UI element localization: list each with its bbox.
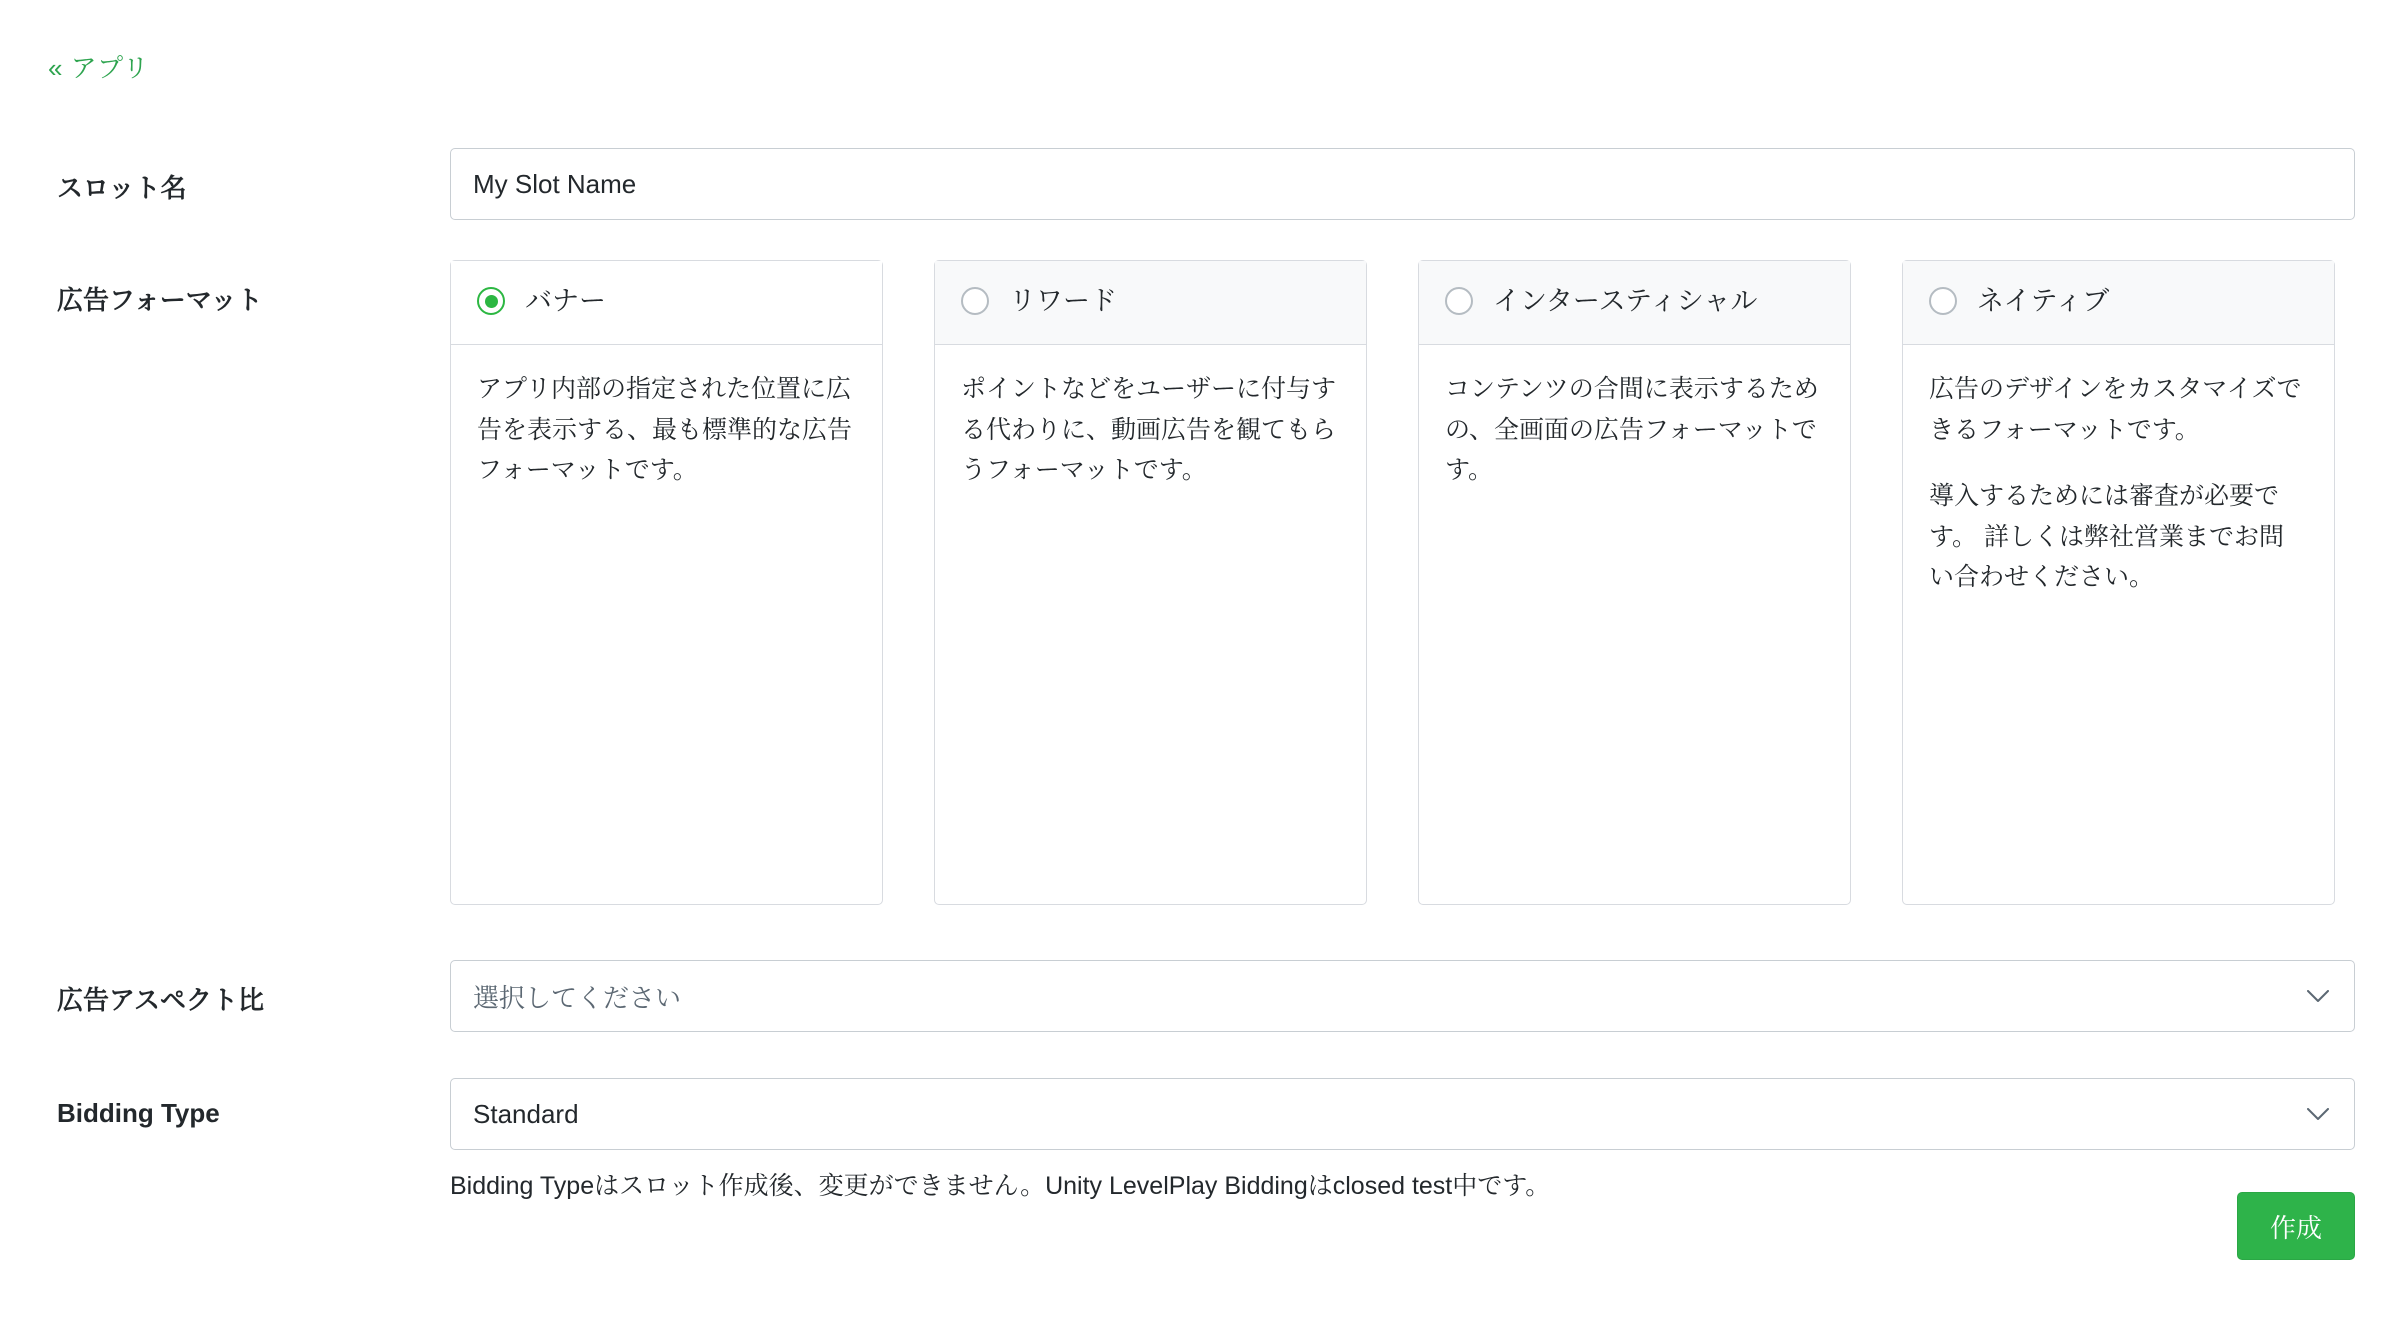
bidding-type-label: Bidding Type — [57, 1098, 220, 1128]
create-button[interactable]: 作成 — [2237, 1192, 2355, 1260]
bidding-type-select[interactable]: Standard — [450, 1078, 2355, 1150]
ad-format-option-interstitial-title: インタースティシャル — [1493, 286, 1758, 316]
ad-format-option-rewarded-title: リワード — [1009, 286, 1117, 316]
aspect-ratio-select[interactable]: 選択してください — [450, 960, 2355, 1032]
description-paragraph: 導入するためには審査が必要です。 詳しくは弊社営業までお問い合わせください。 — [1929, 482, 2284, 591]
ad-format-option-interstitial[interactable] — [1418, 260, 1851, 905]
aspect-ratio-label: 広告アスペクト比 — [57, 985, 264, 1015]
aspect-ratio-select-wrap[interactable] — [450, 960, 2355, 1032]
ad-format-row — [0, 260, 2406, 960]
slot-name-label: スロット名 — [57, 173, 187, 203]
slot-name-row — [0, 148, 2406, 260]
ad-format-option-banner-header[interactable] — [451, 261, 882, 345]
description-paragraph: コンテンツの合間に表示するための、全画面の広告フォーマットです。 — [1445, 375, 1819, 484]
bidding-type-select-wrap[interactable] — [450, 1078, 2355, 1150]
slot-create-form — [0, 148, 2406, 1238]
ad-format-option-rewarded[interactable] — [934, 260, 1367, 905]
ad-format-option-interstitial-header[interactable] — [1419, 261, 1850, 345]
description-paragraph: アプリ内部の指定された位置に広告を表示する、最も標準的な広告フォーマットです。 — [477, 375, 853, 484]
description-paragraph: 広告のデザインをカスタマイズできるフォーマットです。 — [1929, 375, 2302, 444]
aspect-ratio-row — [0, 960, 2406, 1078]
ad-format-option-rewarded-description — [935, 345, 1366, 517]
ad-format-card-group — [450, 260, 2355, 905]
ad-format-option-native-header[interactable] — [1903, 261, 2334, 345]
ad-format-option-native[interactable] — [1902, 260, 2335, 905]
ad-format-option-banner-description — [451, 345, 882, 517]
slot-name-input[interactable] — [450, 148, 2355, 220]
ad-format-option-rewarded-header[interactable] — [935, 261, 1366, 345]
breadcrumb-back-to-apps[interactable]: « アプリ — [48, 53, 150, 83]
radio-unselected-icon[interactable] — [961, 287, 989, 315]
description-paragraph: ポイントなどをユーザーに付与する代わりに、動画広告を観てもらうフォーマットです。 — [961, 375, 1337, 484]
ad-format-option-native-description — [1903, 345, 2334, 624]
ad-format-option-banner-title: バナー — [525, 286, 606, 316]
ad-format-option-native-title: ネイティブ — [1977, 286, 2110, 316]
ad-format-option-interstitial-description — [1419, 345, 1850, 517]
radio-unselected-icon[interactable] — [1445, 287, 1473, 315]
ad-format-label: 広告フォーマット — [57, 285, 263, 315]
radio-selected-icon[interactable] — [477, 287, 505, 315]
bidding-type-helper-text: Bidding Typeはスロット作成後、変更ができません。Unity LevelPlay Biddingはclosed test中です。 — [450, 1172, 1551, 1200]
ad-format-option-banner[interactable] — [450, 260, 883, 905]
radio-unselected-icon[interactable] — [1929, 287, 1957, 315]
bidding-type-row — [0, 1078, 2406, 1238]
